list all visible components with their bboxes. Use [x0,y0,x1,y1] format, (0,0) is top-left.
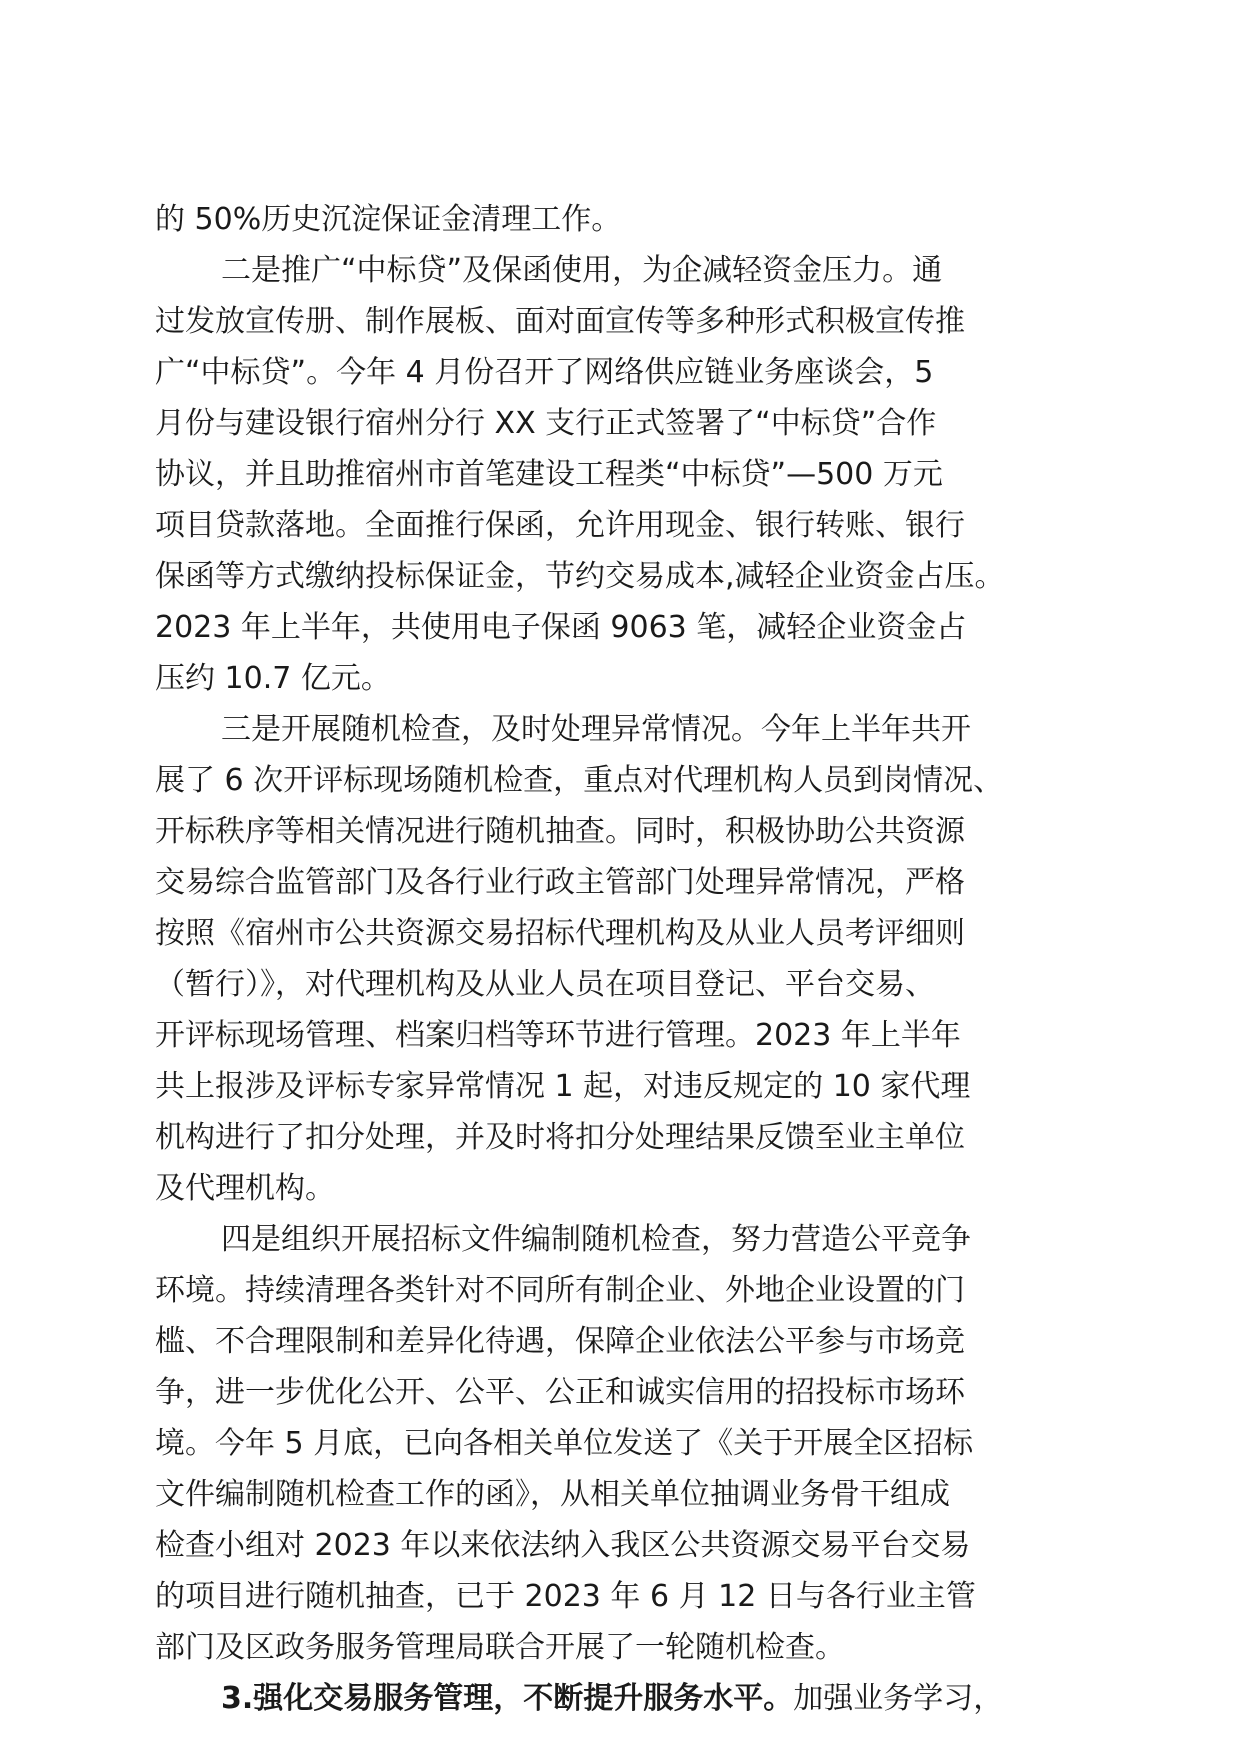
document-body [155,194,1095,1724]
text-line: 的项目进行随机抽查，已于 2023 年 6 月 12 日与各行业主管 [155,1579,976,1614]
text-line: 文件编制随机检查工作的函》，从相关单位抽调业务骨干组成 [155,1477,950,1512]
text-line: 保函等方式缴纳投标保证金，节约交易成本,减轻企业资金占压。 [155,559,1005,594]
text-line: 共上报涉及评标专家异常情况 1 起，对违反规定的 10 家代理 [155,1069,971,1104]
text-line: 及代理机构。 [155,1171,335,1206]
text-line: 按照《宿州市公共资源交易招标代理机构及从业人员考评细则 [155,916,965,951]
text-line: 槛、不合理限制和差异化待遇，保障企业依法公平参与市场竞 [155,1324,965,1359]
text-line: 境。今年 5 月底，已向各相关单位发送了《关于开展全区招标 [155,1426,974,1461]
text-line: 机构进行了扣分处理，并及时将扣分处理结果反馈至业主单位 [155,1120,965,1155]
text-line: 开评标现场管理、档案归档等环节进行管理。2023 年上半年 [155,1018,961,1053]
text-line: 项目贷款落地。全面推行保函，允许用现金、银行转账、银行 [155,508,965,543]
paragraph-first-line: 三是开展随机检查，及时处理异常情况。今年上半年共开 [221,712,971,747]
text-line: 环境。持续清理各类针对不同所有制企业、外地企业设置的门 [155,1273,965,1308]
paragraph-first-line: 二是推广“中标贷”及保函使用，为企减轻资金压力。通 [221,253,943,288]
text-line: 交易综合监管部门及各行业行政主管部门处理异常情况，严格 [155,865,965,900]
section-heading-line [155,1673,1095,1724]
paragraph-first-line: 四是组织开展招标文件编制随机检查，努力营造公平竞争 [221,1222,971,1257]
text-line: 争，进一步优化公开、公平、公正和诚实信用的招投标市场环 [155,1375,965,1410]
text-line: 压约 10.7 亿元。 [155,661,391,696]
text-line: 检查小组对 2023 年以来依法纳入我区公共资源交易平台交易 [155,1528,971,1563]
text-line: 过发放宣传册、制作展板、面对面宣传等多种形式积极宣传推 [155,304,965,339]
section-heading: 3.强化交易服务管理，不断提升服务水平。 [221,1681,794,1716]
text-line: 部门及区政务服务管理局联合开展了一轮随机检查。 [155,1630,845,1665]
text-line: 开标秩序等相关情况进行随机抽查。同时，积极协助公共资源 [155,814,965,849]
section-heading-continuation: 加强业务学习， [793,1681,1004,1716]
text-line: 的 50%历史沉淀保证金清理工作。 [155,202,622,237]
text-line: 展了 6 次开评标现场随机检查，重点对代理机构人员到岗情况、 [155,763,1004,798]
text-line: （暂行）》，对代理机构及从业人员在项目登记、平台交易、 [155,967,935,1002]
text-line: 广“中标贷”。今年 4 月份召开了网络供应链业务座谈会，5 [155,355,934,390]
text-line: 2023 年上半年，共使用电子保函 9063 笔，减轻企业资金占 [155,610,967,645]
text-line: 月份与建设银行宿州分行 XX 支行正式签署了“中标贷”合作 [155,406,937,441]
text-line: 协议，并且助推宿州市首笔建设工程类“中标贷”—500 万元 [155,457,943,492]
